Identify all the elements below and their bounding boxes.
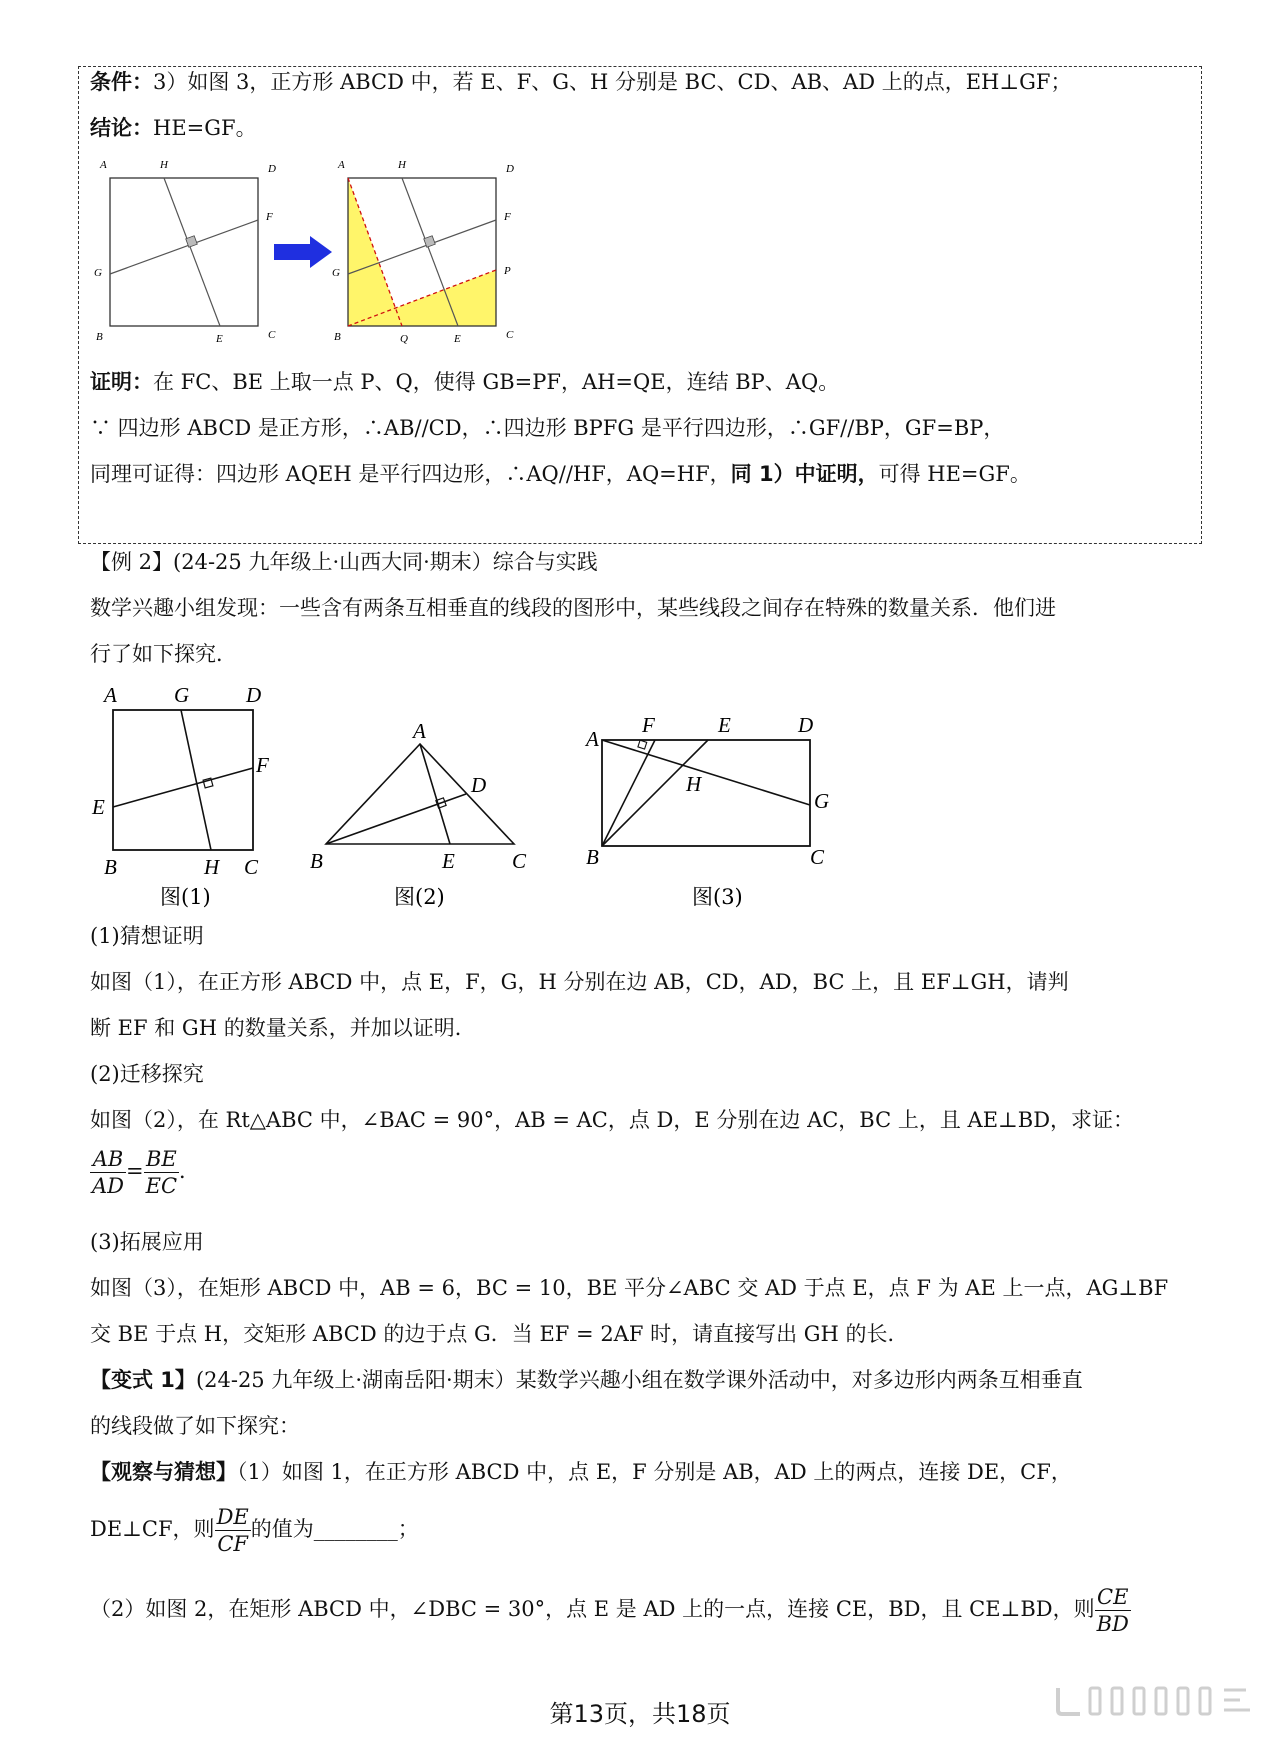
conclusion-text: HE=GF。: [153, 116, 257, 140]
left-fig-label-a: A: [100, 159, 107, 171]
right-fig-label-f: F: [504, 211, 511, 223]
fig2-label-c: C: [512, 849, 527, 873]
right-fig-label-c: C: [506, 329, 514, 341]
fraction-be-ec: $\frac{BE}{EC}$: [145, 1147, 178, 1198]
proof-line-3a: 同理可证得：四边形 AQEH 是平行四边形，∴AQ//HF，AQ=HF，: [90, 462, 731, 486]
proof-line-3b: 同 1）中证明，: [730, 462, 879, 486]
fig3-label-a: A: [586, 727, 599, 751]
period: ．: [179, 1159, 201, 1183]
fig3-label-f: F: [642, 713, 655, 737]
box-figure-right: [330, 158, 520, 348]
q1-title: (1)猜想证明: [90, 924, 204, 948]
variant1-title-text: (24-25 九年级上·湖南岳阳·期末）某数学兴趣小组在数学课外活动中，对多边形内两条互相垂直: [195, 1368, 1083, 1392]
conclusion-label: 结论：: [90, 116, 153, 140]
fig1-label-g: G: [174, 683, 190, 707]
q3-line-2: 交 BE 于点 H，交矩形 ABCD 的边于点 G．当 EF = 2AF 时，请直接写出 GH 的长．: [90, 1322, 909, 1346]
fig3-label-g: G: [814, 789, 830, 813]
right-fig-label-a: A: [338, 159, 345, 171]
fig1-label-a: A: [104, 683, 117, 707]
variant-q1-line: [90, 1504, 419, 1557]
observe-line: [90, 1458, 1072, 1486]
variant-q2-text: （2）如图 2，在矩形 ABCD 中，∠DBC = 30°，点 E 是 AD 上的一点，连接 CE，BD，且 CE⊥BD，则: [90, 1597, 1095, 1621]
observe-label: 【观察与猜想】: [90, 1460, 237, 1484]
fig3-label-e: E: [718, 713, 731, 737]
equals-sign: =: [126, 1159, 144, 1183]
right-fig-label-p: P: [504, 265, 511, 277]
proof-line-2: ∵ 四边形 ABCD 是正方形，∴AB//CD，∴四边形 BPFG 是平行四边形，∴GF//BP，GF=BP，: [90, 416, 1005, 440]
variant-q2-line: [90, 1584, 1131, 1637]
variant1-title: [90, 1366, 1083, 1394]
fraction-ab-ad: $\frac{AB}{AD}$: [92, 1147, 125, 1198]
left-fig-label-d: D: [268, 163, 276, 175]
fig1-label-f: F: [256, 753, 269, 777]
example2-figure-3: [582, 713, 842, 909]
condition-text: 3）如图 3，正方形 ABCD 中，若 E、F、G、H 分别是 BC、CD、AB、AD 上的点，EH⊥GF；: [153, 70, 1072, 94]
left-fig-label-c: C: [268, 329, 276, 341]
fig3-label-c: C: [810, 845, 825, 869]
example2-title: 【例 2】(24-25 九年级上·山西大同·期末）综合与实践: [90, 550, 598, 574]
variant1-line-2: 的线段做了如下探究：: [90, 1414, 300, 1438]
right-fig-label-h: H: [398, 159, 406, 171]
watermark-logo-icon: [1050, 1680, 1260, 1720]
fig1-label-e: E: [92, 795, 105, 819]
box-figure-left: [92, 158, 282, 348]
fig3-label-b: B: [586, 845, 599, 869]
fig3-label-h: H: [686, 772, 702, 796]
proof-line-1: [90, 368, 839, 396]
q1-line-1: 如图（1），在正方形 ABCD 中，点 E，F，G，H 分别在边 AB，CD，AD，BC 上，且 EF⊥GH，请判: [90, 970, 1069, 994]
q3-title: (3)拓展应用: [90, 1230, 204, 1254]
example2-figure-1: [88, 682, 288, 909]
q2-title: (2)迁移探究: [90, 1062, 204, 1086]
fig1-caption: 图(1): [160, 885, 211, 909]
variant1-label: 【变式 1】: [90, 1368, 196, 1392]
fraction-de-cf: $\frac{DE}{CF}$: [216, 1505, 249, 1556]
fig2-caption: 图(2): [394, 885, 445, 909]
fig3-caption: 图(3): [692, 885, 743, 909]
right-fig-label-q: Q: [400, 333, 408, 345]
right-fig-label-b: B: [334, 331, 341, 343]
left-fig-label-b: B: [96, 331, 103, 343]
fig1-label-d: D: [246, 683, 262, 707]
proof-text: 在 FC、BE 上取一点 P、Q，使得 GB=PF，AH=QE，连结 BP、AQ。: [153, 370, 840, 394]
proof-label: 证明：: [90, 370, 153, 394]
page-footer: 第13页，共18页: [549, 1700, 731, 1728]
proof-line-3c: 可得 HE=GF。: [878, 462, 1031, 486]
variant-q1-pre: DE⊥CF，则: [90, 1517, 215, 1541]
q2-fraction-line: [90, 1146, 200, 1199]
right-fig-label-e: E: [454, 333, 461, 345]
right-fig-label-g: G: [332, 267, 340, 279]
q3-line-1: 如图（3），在矩形 ABCD 中，AB = 6，BC = 10，BE 平分∠ABC 交 AD 于点 E，点 F 为 AE 上一点，AG⊥BF: [90, 1276, 1169, 1300]
q2-line-1: 如图（2），在 Rt△ABC 中，∠BAC = 90°，AB = AC，点 D，E 分别在边 AC，BC 上，且 AE⊥BD，求证：: [90, 1108, 1135, 1132]
fig1-label-c: C: [244, 855, 259, 879]
left-fig-label-e: E: [216, 333, 223, 345]
left-fig-label-f: F: [266, 211, 273, 223]
condition-label: 条件：: [90, 70, 153, 94]
q1-line-2: 断 EF 和 GH 的数量关系，并加以证明．: [90, 1016, 476, 1040]
fig3-label-d: D: [798, 713, 814, 737]
fraction-ce-bd: $\frac{CE}{BD}$: [1096, 1585, 1129, 1636]
fig1-label-h: H: [204, 855, 220, 879]
conclusion-line: [90, 114, 257, 142]
fig1-label-b: B: [104, 855, 117, 879]
observe-text: （1）如图 1，在正方形 ABCD 中，点 E，F 分别是 AB，AD 上的两点，连接 DE，CF，: [237, 1460, 1072, 1484]
right-fig-label-d: D: [506, 163, 514, 175]
example2-intro-1: 数学兴趣小组发现：一些含有两条互相垂直的线段的图形中，某些线段之间存在特殊的数量关系．他们进: [90, 596, 1056, 620]
left-fig-label-h: H: [160, 159, 168, 171]
proof-line-3: [90, 460, 1031, 488]
fig2-label-b: B: [310, 849, 323, 873]
left-fig-label-g: G: [94, 267, 102, 279]
fig2-label-e: E: [442, 849, 455, 873]
variant-q1-post: 的值为________；: [250, 1517, 419, 1541]
fig2-label-a: A: [413, 719, 426, 743]
example2-figure-2: [306, 719, 536, 909]
fig2-label-d: D: [471, 773, 487, 797]
example2-intro-2: 行了如下探究．: [90, 642, 237, 666]
arrow-icon: [272, 234, 336, 270]
condition-line: [90, 68, 1071, 96]
